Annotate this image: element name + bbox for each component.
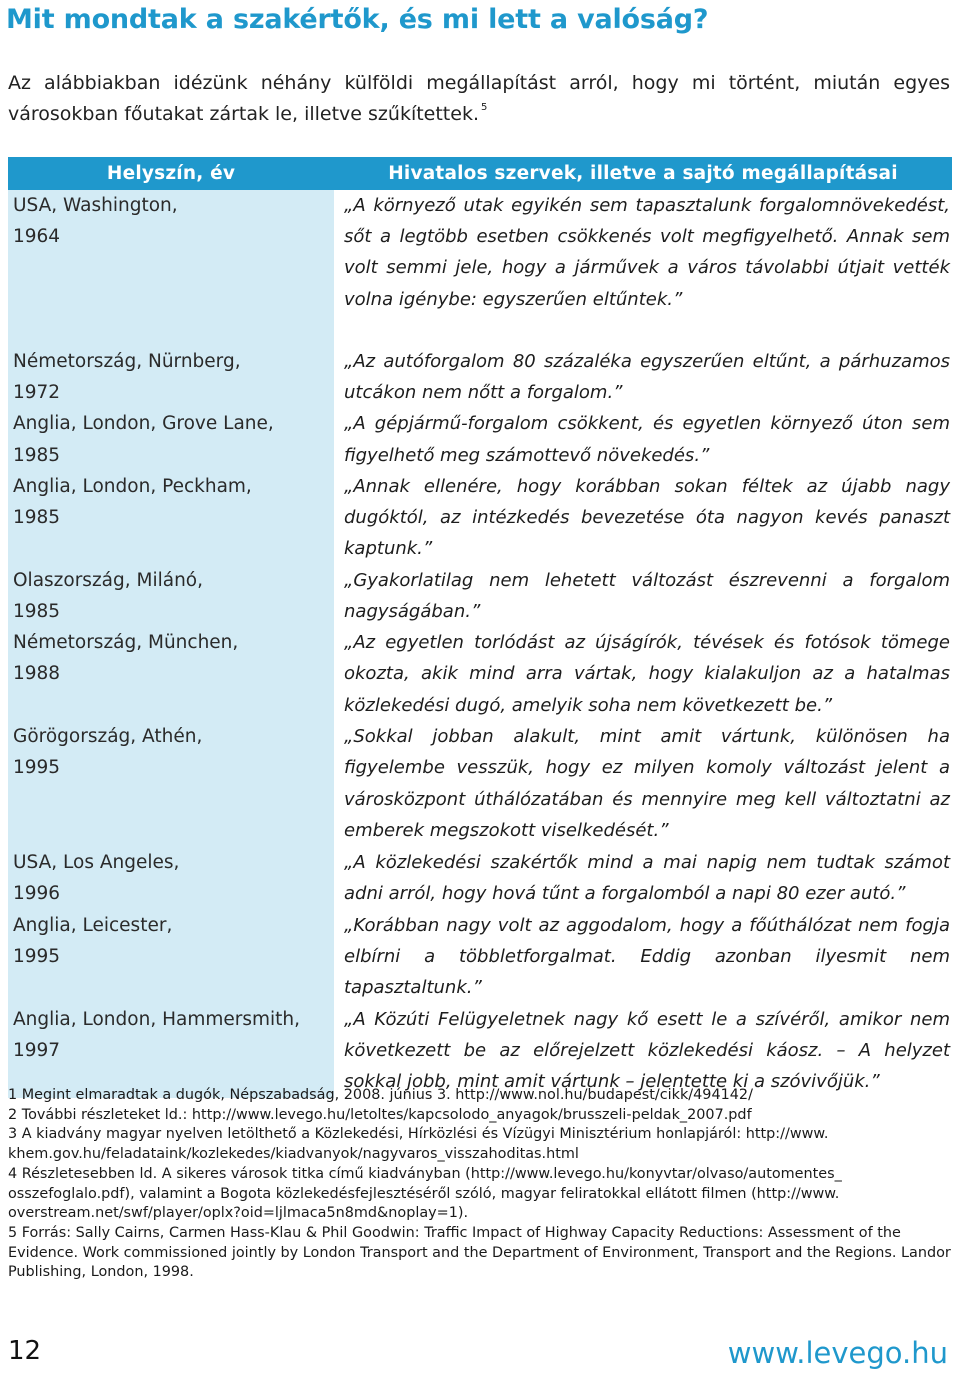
quote-cell: „A gépjármű-forgalom csökkent, és egyetlen környező úton sem figyelhető meg számottevő növekedés.” (344, 413, 950, 466)
location-cell: Anglia, London, Peckham, 1985 (8, 471, 334, 565)
footnote-item: 1 Megint elmaradtak a dugók, Népszabadság, 2008. június 3. http://www.nol.hu/budapest/cikk/494142/ (8, 1087, 753, 1103)
table-row (8, 190, 952, 346)
page-number: 12 (8, 1336, 42, 1366)
location-cell: Anglia, Leicester, 1995 (8, 910, 334, 1004)
quote-cell: „Annak ellenére, hogy korábban sokan féltek az újabb nagy dugóktól, az intézkedés bevezetése óta nagyon kevés panaszt kaptunk.” (344, 475, 950, 560)
header-location: Helyszín, év (8, 157, 334, 190)
location-cell: Németország, Nürnberg, 1972 (8, 346, 334, 408)
cases-table (8, 157, 952, 1098)
location-cell: Anglia, London, Hammersmith, 1997 (8, 1004, 334, 1098)
location-cell: Görögország, Athén, 1995 (8, 721, 334, 847)
table-row (8, 627, 952, 721)
quote-cell: „A közlekedési szakértők mind a mai napig nem tudtak számot adni arról, hogy hová tűnt a forgalomból a napi 80 ezer autó.” (344, 852, 950, 905)
location-cell: Olaszország, Milánó, 1985 (8, 565, 334, 627)
quote-cell: „Gyakorlatilag nem lehetett változást észrevenni a forgalom nagyságában.” (344, 569, 950, 623)
table-body (8, 190, 952, 1098)
table-row (8, 910, 952, 1004)
table-row (8, 847, 952, 909)
table-row (8, 565, 952, 627)
quote-cell: „Sokkal jobban alakult, mint amit vártunk, különösen ha figyelembe vesszük, hogy ez milyen komoly változást jelent a városközpont úthálózatában és mennyire meg kell változtatni az emberek megszokott viselkedését.” (344, 726, 950, 841)
intro-paragraph (8, 68, 950, 133)
quote-cell: „A környező utak egyikén sem tapasztalunk forgalomnövekedést, sőt a legtöbb esetben csökkenés volt megfigyelhető. Annak sem volt semmi jele, hogy a járművek a város távolabbi útjait vették volna igénybe: egyszerűen eltűntek.” (344, 195, 950, 310)
footnotes (8, 1086, 952, 1283)
location-cell: USA, Washington, 1964 (8, 190, 334, 346)
page-title: Mit mondtak a szakértők, és mi lett a valóság? (6, 4, 709, 35)
table-row (8, 471, 952, 565)
table-header-row (8, 157, 952, 190)
footnote-item: 4 Részletesebben ld. A sikeres városok titka című kiadványban (http://www.levego.hu/konyvtar/olvaso/automentes_ osszefoglalo.pdf), valamint a Bogota közlekedésfejlesztéséről szóló, magyar feliratokkal ellátott filmen (http://www. overstream.net/swf/player/oplx?oid=ljlmaca5n8md&noplay=1). (8, 1165, 842, 1222)
table-row (8, 408, 952, 470)
site-url[interactable]: www.levego.hu (727, 1336, 948, 1370)
footnote-item: 3 A kiadvány magyar nyelven letölthető a Közlekedési, Hírközlési és Vízügyi Minisztérium honlapjáról: http://www. khem.gov.hu/feladataink/kozlekedes/kiadvanyok/nagyvaros_visszahoditas.html (8, 1126, 829, 1163)
footnote-ref: 5 (481, 102, 488, 113)
table-row (8, 346, 952, 408)
quote-cell: „Korábban nagy volt az aggodalom, hogy a főúthálózat nem fogja elbírni a többletforgalmat. Eddig azonban ilyesmit nem tapasztaltunk.” (344, 914, 950, 999)
location-cell: Anglia, London, Grove Lane, 1985 (8, 408, 334, 470)
quote-cell: „A Közúti Felügyeletnek nagy kő esett le a szívéről, amikor nem következett be az előrejelzett közlekedési káosz. – A helyzet sokkal jobb, mint amit vártunk – jelentette ki a szóvivőjük.” (344, 1008, 950, 1093)
table-row (8, 721, 952, 847)
header-findings: Hivatalos szervek, illetve a sajtó megállapításai (334, 157, 952, 190)
quote-cell: „Az egyetlen torlódást az újságírók, tévések és fotósok tömege okozta, akik mind arra vártak, hogy kialakuljon az a hatalmas közlekedési dugó, amelyik soha nem következett be.” (344, 632, 950, 716)
footnote-item: 5 Forrás: Sally Cairns, Carmen Hass-Klau & Phil Goodwin: Traffic Impact of Highway Capacity Reductions: Assessment of the Evidence. Work commissioned jointly by London Transport and the Department of Environment, Transport and the Regions. Landor Publishing, London, 1998. (8, 1224, 951, 1281)
location-cell: Németország, München, 1988 (8, 627, 334, 721)
quote-cell: „Az autóforgalom 80 százaléka egyszerűen eltűnt, a párhuzamos utcákon nem nőtt a forgalom.” (344, 351, 950, 404)
intro-text: Az alábbiakban idézünk néhány külföldi megállapítást arról, hogy mi történt, miután egyes városokban főutakat zártak le, illetve szűkítettek. (8, 72, 950, 125)
table-row (8, 1004, 952, 1098)
location-cell: USA, Los Angeles, 1996 (8, 847, 334, 909)
footnote-item: 2 További részleteket ld.: http://www.levego.hu/letoltes/kapcsolodo_anyagok/brusszeli-peldak_2007.pdf (8, 1106, 752, 1123)
